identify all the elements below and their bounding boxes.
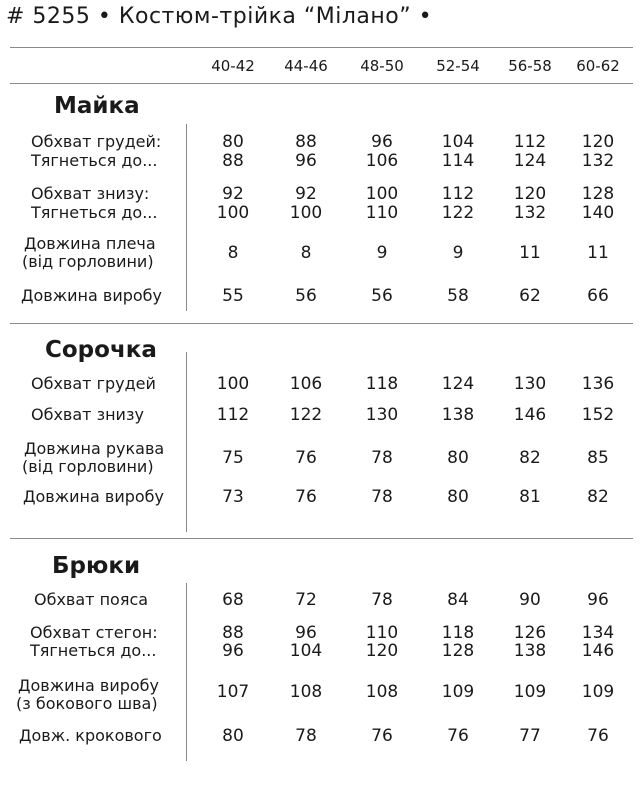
row-label: Тягнеться до... [31, 151, 158, 170]
table-cell: 76 [587, 726, 609, 746]
table-cell: 109 [513, 682, 547, 702]
table-cell: 68 [222, 590, 244, 610]
table-cell: 11 [519, 243, 541, 263]
table-cell: 90 [519, 590, 541, 610]
table-cell: 146 [581, 641, 615, 661]
table-cell: 100 [216, 203, 250, 223]
size-header: 48-50 [360, 57, 404, 75]
table-cell: 106 [289, 374, 323, 394]
table-cell: 96 [587, 590, 609, 610]
table-cell: 92 [295, 184, 317, 204]
table-cell: 122 [441, 203, 475, 223]
table-cell: 108 [365, 682, 399, 702]
table-cell: 128 [441, 641, 475, 661]
table-cell: 9 [452, 243, 464, 263]
table-cell: 80 [222, 132, 244, 152]
table-cell: 66 [587, 286, 609, 306]
table-cell: 55 [222, 286, 244, 306]
table-cell: 56 [295, 286, 317, 306]
table-cell: 128 [581, 184, 615, 204]
table-cell: 80 [222, 726, 244, 746]
row-label-note: (від горловини) [22, 252, 154, 271]
table-cell: 140 [581, 203, 615, 223]
table-cell: 120 [513, 184, 547, 204]
table-cell: 8 [227, 243, 239, 263]
table-cell: 76 [295, 448, 317, 468]
table-cell: 58 [447, 286, 469, 306]
row-label: Тягнеться до... [30, 641, 157, 660]
size-header: 56-58 [508, 57, 552, 75]
table-cell: 100 [289, 203, 323, 223]
divider [10, 47, 633, 48]
table-cell: 120 [365, 641, 399, 661]
row-label: Тягнеться до... [31, 203, 158, 222]
divider [10, 83, 633, 84]
table-cell: 132 [513, 203, 547, 223]
table-cell: 118 [365, 374, 399, 394]
table-cell: 134 [581, 623, 615, 643]
row-label: Обхват знизу [31, 405, 144, 424]
table-cell: 104 [441, 132, 475, 152]
table-cell: 78 [371, 448, 393, 468]
table-cell: 122 [289, 405, 323, 425]
table-cell: 96 [371, 132, 393, 152]
table-cell: 80 [447, 448, 469, 468]
table-cell: 136 [581, 374, 615, 394]
size-header: 44-46 [284, 57, 328, 75]
table-cell: 107 [216, 682, 250, 702]
table-cell: 77 [519, 726, 541, 746]
table-cell: 96 [295, 623, 317, 643]
row-label-note: (від горловини) [22, 457, 154, 476]
table-cell: 120 [581, 132, 615, 152]
row-label: Довжина виробу [23, 487, 164, 506]
size-header: 40-42 [211, 57, 255, 75]
row-label: Обхват грудей: [31, 132, 162, 151]
divider [10, 538, 633, 539]
table-cell: 84 [447, 590, 469, 610]
table-cell: 109 [581, 682, 615, 702]
table-cell: 56 [371, 286, 393, 306]
table-cell: 138 [513, 641, 547, 661]
table-cell: 118 [441, 623, 475, 643]
table-cell: 81 [519, 487, 541, 507]
table-cell: 76 [447, 726, 469, 746]
table-cell: 85 [587, 448, 609, 468]
divider [10, 323, 633, 324]
row-label: Довжина рукава [24, 439, 165, 458]
table-cell: 152 [581, 405, 615, 425]
row-label: Довжина плеча [24, 234, 156, 253]
column-divider [186, 352, 187, 532]
section-title: Майка [54, 93, 140, 119]
table-cell: 109 [441, 682, 475, 702]
row-label: Довжина виробу [18, 676, 159, 695]
row-label-note: (з бокового шва) [16, 694, 158, 713]
table-cell: 73 [222, 487, 244, 507]
table-cell: 124 [513, 151, 547, 171]
table-cell: 146 [513, 405, 547, 425]
table-cell: 8 [300, 243, 312, 263]
table-cell: 112 [441, 184, 475, 204]
table-cell: 9 [376, 243, 388, 263]
table-cell: 130 [513, 374, 547, 394]
table-cell: 132 [581, 151, 615, 171]
section-title: Брюки [52, 553, 141, 579]
table-cell: 82 [519, 448, 541, 468]
table-cell: 62 [519, 286, 541, 306]
table-cell: 114 [441, 151, 475, 171]
row-label: Обхват стегон: [30, 623, 158, 642]
table-cell: 110 [365, 203, 399, 223]
row-label: Обхват грудей [31, 374, 156, 393]
table-cell: 126 [513, 623, 547, 643]
size-header: 52-54 [436, 57, 480, 75]
table-cell: 80 [447, 487, 469, 507]
row-label: Обхват знизу: [31, 184, 150, 203]
table-cell: 130 [365, 405, 399, 425]
table-cell: 104 [289, 641, 323, 661]
table-cell: 100 [365, 184, 399, 204]
table-cell: 100 [216, 374, 250, 394]
table-cell: 76 [371, 726, 393, 746]
table-cell: 110 [365, 623, 399, 643]
column-divider [186, 583, 187, 761]
table-cell: 78 [371, 590, 393, 610]
row-label: Довжина виробу [21, 286, 162, 305]
table-cell: 78 [371, 487, 393, 507]
table-cell: 124 [441, 374, 475, 394]
table-cell: 96 [295, 151, 317, 171]
table-cell: 92 [222, 184, 244, 204]
row-label: Обхват пояса [34, 590, 149, 609]
table-cell: 75 [222, 448, 244, 468]
table-cell: 138 [441, 405, 475, 425]
table-cell: 11 [587, 243, 609, 263]
table-cell: 88 [222, 151, 244, 171]
table-cell: 78 [295, 726, 317, 746]
page-title: # 5255 • Костюм-трійка “Мілано” • [6, 4, 433, 29]
table-cell: 82 [587, 487, 609, 507]
size-header: 60-62 [576, 57, 620, 75]
table-cell: 108 [289, 682, 323, 702]
table-cell: 88 [222, 623, 244, 643]
table-cell: 112 [216, 405, 250, 425]
column-divider [186, 124, 187, 311]
row-label: Довж. крокового [19, 726, 162, 745]
table-cell: 112 [513, 132, 547, 152]
table-cell: 76 [295, 487, 317, 507]
table-cell: 72 [295, 590, 317, 610]
table-cell: 88 [295, 132, 317, 152]
table-cell: 96 [222, 641, 244, 661]
table-cell: 106 [365, 151, 399, 171]
section-title: Сорочка [45, 337, 157, 363]
